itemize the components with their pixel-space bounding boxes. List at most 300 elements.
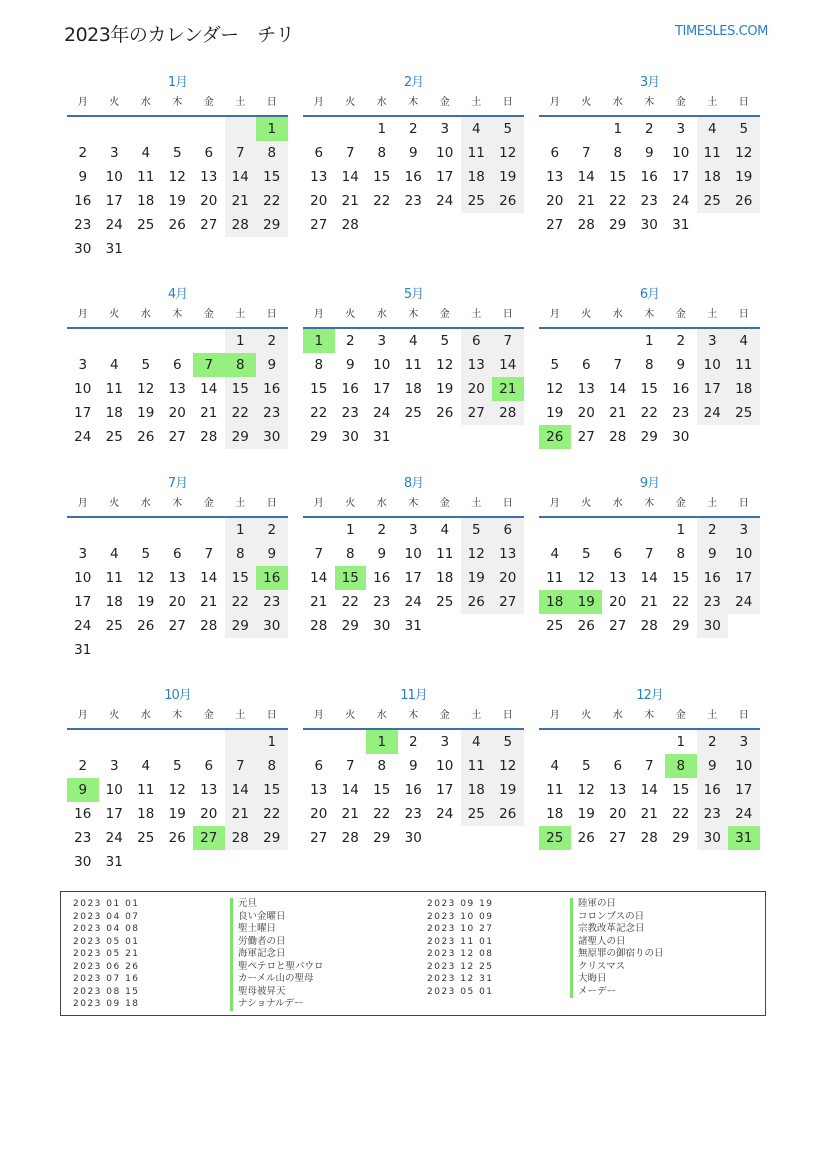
day-cell[interactable]: 11 [461,141,493,165]
day-cell[interactable]: 17 [436,782,454,798]
day-cell[interactable]: 25 [105,618,123,634]
day-cell[interactable]: 1 [225,329,257,353]
day-cell[interactable]: 11 [105,381,123,397]
day-cell[interactable]: 12 [577,570,595,586]
day-cell[interactable]: 12 [461,542,493,566]
day-cell[interactable]: 18 [546,806,564,822]
holiday-day-cell[interactable]: 9 [67,778,99,802]
day-cell[interactable]: 14 [225,778,257,802]
day-cell[interactable]: 16 [74,193,92,209]
day-cell[interactable]: 2 [697,518,729,542]
day-cell[interactable]: 15 [672,570,690,586]
day-cell[interactable]: 24 [728,590,760,614]
day-cell[interactable]: 21 [577,193,595,209]
day-cell[interactable]: 22 [672,594,690,610]
day-cell[interactable]: 19 [137,405,155,421]
day-cell[interactable]: 15 [609,169,627,185]
day-cell[interactable]: 1 [613,121,623,137]
day-cell[interactable]: 29 [640,429,658,445]
day-cell[interactable]: 15 [373,169,391,185]
day-cell[interactable]: 20 [577,405,595,421]
day-cell[interactable]: 3 [728,730,760,754]
day-cell[interactable]: 5 [440,333,450,349]
day-cell[interactable]: 15 [373,782,391,798]
day-cell[interactable]: 16 [256,377,288,401]
day-cell[interactable]: 13 [200,782,218,798]
day-cell[interactable]: 9 [78,169,88,185]
day-cell[interactable]: 27 [168,618,186,634]
day-cell[interactable]: 12 [436,357,454,373]
day-cell[interactable]: 25 [137,830,155,846]
day-cell[interactable]: 9 [697,542,729,566]
day-cell[interactable]: 13 [168,570,186,586]
day-cell[interactable]: 8 [613,145,623,161]
day-cell[interactable]: 26 [137,618,155,634]
day-cell[interactable]: 27 [200,217,218,233]
day-cell[interactable]: 4 [141,758,151,774]
day-cell[interactable]: 8 [345,546,355,562]
day-cell[interactable]: 14 [640,782,658,798]
holiday-day-cell[interactable]: 19 [571,590,603,614]
day-cell[interactable]: 4 [461,730,493,754]
day-cell[interactable]: 24 [404,594,422,610]
day-cell[interactable]: 20 [200,193,218,209]
day-cell[interactable]: 1 [377,121,387,137]
day-cell[interactable]: 28 [492,401,524,425]
day-cell[interactable]: 19 [461,566,493,590]
day-cell[interactable]: 14 [577,169,595,185]
day-cell[interactable]: 30 [697,614,729,638]
day-cell[interactable]: 8 [256,754,288,778]
day-cell[interactable]: 22 [256,802,288,826]
day-cell[interactable]: 23 [404,193,422,209]
day-cell[interactable]: 11 [546,570,564,586]
day-cell[interactable]: 7 [225,754,257,778]
day-cell[interactable]: 15 [310,381,328,397]
day-cell[interactable]: 17 [373,381,391,397]
day-cell[interactable]: 23 [74,217,92,233]
brand-logo[interactable]: TIMESLES.COM [674,24,768,39]
day-cell[interactable]: 15 [256,778,288,802]
day-cell[interactable]: 14 [640,570,658,586]
day-cell[interactable]: 8 [256,141,288,165]
day-cell[interactable]: 11 [436,546,454,562]
day-cell[interactable]: 5 [172,758,182,774]
day-cell[interactable]: 17 [404,570,422,586]
day-cell[interactable]: 26 [137,429,155,445]
day-cell[interactable]: 10 [373,357,391,373]
day-cell[interactable]: 27 [546,217,564,233]
day-cell[interactable]: 3 [697,329,729,353]
day-cell[interactable]: 25 [436,594,454,610]
day-cell[interactable]: 21 [609,405,627,421]
day-cell[interactable]: 13 [200,169,218,185]
day-cell[interactable]: 20 [310,193,328,209]
day-cell[interactable]: 8 [314,357,324,373]
day-cell[interactable]: 24 [672,193,690,209]
day-cell[interactable]: 9 [697,754,729,778]
day-cell[interactable]: 3 [109,758,119,774]
day-cell[interactable]: 29 [256,213,288,237]
day-cell[interactable]: 13 [546,169,564,185]
day-cell[interactable]: 17 [728,566,760,590]
day-cell[interactable]: 20 [609,594,627,610]
day-cell[interactable]: 6 [461,329,493,353]
day-cell[interactable]: 18 [436,570,454,586]
day-cell[interactable]: 19 [436,381,454,397]
day-cell[interactable]: 20 [310,806,328,822]
day-cell[interactable]: 18 [137,193,155,209]
day-cell[interactable]: 15 [640,381,658,397]
holiday-day-cell[interactable]: 8 [665,754,697,778]
day-cell[interactable]: 1 [644,333,654,349]
day-cell[interactable]: 28 [310,618,328,634]
day-cell[interactable]: 21 [640,594,658,610]
holiday-day-cell[interactable]: 1 [256,117,288,141]
day-cell[interactable]: 10 [728,754,760,778]
day-cell[interactable]: 16 [640,169,658,185]
day-cell[interactable]: 6 [581,357,591,373]
day-cell[interactable]: 23 [256,590,288,614]
day-cell[interactable]: 4 [461,117,493,141]
day-cell[interactable]: 28 [200,618,218,634]
day-cell[interactable]: 5 [581,546,591,562]
day-cell[interactable]: 7 [644,546,654,562]
day-cell[interactable]: 23 [697,590,729,614]
day-cell[interactable]: 5 [461,518,493,542]
day-cell[interactable]: 24 [728,802,760,826]
day-cell[interactable]: 20 [461,377,493,401]
holiday-day-cell[interactable]: 1 [366,730,398,754]
day-cell[interactable]: 16 [404,169,422,185]
day-cell[interactable]: 2 [256,329,288,353]
day-cell[interactable]: 26 [168,830,186,846]
day-cell[interactable]: 8 [377,758,387,774]
day-cell[interactable]: 7 [314,546,324,562]
day-cell[interactable]: 27 [168,429,186,445]
day-cell[interactable]: 12 [137,570,155,586]
day-cell[interactable]: 27 [609,618,627,634]
day-cell[interactable]: 11 [461,754,493,778]
day-cell[interactable]: 18 [105,405,123,421]
day-cell[interactable]: 28 [640,830,658,846]
day-cell[interactable]: 23 [373,594,391,610]
day-cell[interactable]: 10 [74,381,92,397]
day-cell[interactable]: 22 [672,806,690,822]
day-cell[interactable]: 16 [697,566,729,590]
day-cell[interactable]: 25 [404,405,422,421]
day-cell[interactable]: 7 [644,758,654,774]
day-cell[interactable]: 15 [672,782,690,798]
day-cell[interactable]: 3 [728,518,760,542]
day-cell[interactable]: 2 [408,121,418,137]
day-cell[interactable]: 17 [697,377,729,401]
day-cell[interactable]: 26 [436,405,454,421]
holiday-day-cell[interactable]: 27 [193,826,225,850]
day-cell[interactable]: 14 [310,570,328,586]
day-cell[interactable]: 20 [492,566,524,590]
day-cell[interactable]: 11 [404,357,422,373]
day-cell[interactable]: 25 [728,401,760,425]
day-cell[interactable]: 7 [345,145,355,161]
day-cell[interactable]: 13 [609,570,627,586]
day-cell[interactable]: 31 [672,217,690,233]
day-cell[interactable]: 3 [78,357,88,373]
day-cell[interactable]: 9 [256,542,288,566]
day-cell[interactable]: 28 [200,429,218,445]
day-cell[interactable]: 7 [613,357,623,373]
day-cell[interactable]: 3 [676,121,686,137]
day-cell[interactable]: 27 [461,401,493,425]
holiday-day-cell[interactable]: 21 [492,377,524,401]
day-cell[interactable]: 29 [672,618,690,634]
day-cell[interactable]: 12 [546,381,564,397]
day-cell[interactable]: 27 [310,217,328,233]
day-cell[interactable]: 21 [640,806,658,822]
day-cell[interactable]: 16 [74,806,92,822]
day-cell[interactable]: 11 [137,169,155,185]
day-cell[interactable]: 3 [78,546,88,562]
day-cell[interactable]: 11 [697,141,729,165]
day-cell[interactable]: 18 [137,806,155,822]
day-cell[interactable]: 28 [577,217,595,233]
day-cell[interactable]: 14 [492,353,524,377]
day-cell[interactable]: 18 [697,165,729,189]
day-cell[interactable]: 29 [256,826,288,850]
day-cell[interactable]: 21 [200,405,218,421]
day-cell[interactable]: 10 [436,145,454,161]
day-cell[interactable]: 23 [256,401,288,425]
day-cell[interactable]: 28 [640,618,658,634]
day-cell[interactable]: 7 [492,329,524,353]
day-cell[interactable]: 10 [697,353,729,377]
day-cell[interactable]: 25 [461,189,493,213]
day-cell[interactable]: 20 [200,806,218,822]
day-cell[interactable]: 8 [377,145,387,161]
day-cell[interactable]: 21 [310,594,328,610]
day-cell[interactable]: 24 [105,217,123,233]
day-cell[interactable]: 4 [141,145,151,161]
day-cell[interactable]: 3 [109,145,119,161]
day-cell[interactable]: 31 [105,854,123,870]
day-cell[interactable]: 21 [341,806,359,822]
holiday-day-cell[interactable]: 1 [303,329,335,353]
holiday-day-cell[interactable]: 18 [539,590,571,614]
day-cell[interactable]: 6 [613,546,623,562]
day-cell[interactable]: 14 [609,381,627,397]
day-cell[interactable]: 2 [345,333,355,349]
day-cell[interactable]: 9 [408,145,418,161]
day-cell[interactable]: 29 [672,830,690,846]
holiday-day-cell[interactable]: 16 [256,566,288,590]
day-cell[interactable]: 19 [137,594,155,610]
day-cell[interactable]: 4 [728,329,760,353]
day-cell[interactable]: 10 [74,570,92,586]
day-cell[interactable]: 7 [225,141,257,165]
day-cell[interactable]: 24 [105,830,123,846]
day-cell[interactable]: 19 [168,806,186,822]
day-cell[interactable]: 29 [310,429,328,445]
day-cell[interactable]: 5 [728,117,760,141]
day-cell[interactable]: 18 [404,381,422,397]
day-cell[interactable]: 28 [225,826,257,850]
day-cell[interactable]: 8 [676,546,686,562]
holiday-day-cell[interactable]: 25 [539,826,571,850]
day-cell[interactable]: 18 [461,165,493,189]
day-cell[interactable]: 2 [644,121,654,137]
day-cell[interactable]: 19 [577,806,595,822]
day-cell[interactable]: 1 [676,734,686,750]
day-cell[interactable]: 14 [341,169,359,185]
day-cell[interactable]: 12 [492,754,524,778]
day-cell[interactable]: 3 [440,121,450,137]
day-cell[interactable]: 25 [461,802,493,826]
day-cell[interactable]: 4 [109,357,119,373]
day-cell[interactable]: 30 [74,241,92,257]
day-cell[interactable]: 6 [550,145,560,161]
day-cell[interactable]: 14 [200,570,218,586]
day-cell[interactable]: 6 [492,518,524,542]
day-cell[interactable]: 2 [377,522,387,538]
day-cell[interactable]: 16 [341,381,359,397]
day-cell[interactable]: 19 [728,165,760,189]
day-cell[interactable]: 10 [404,546,422,562]
day-cell[interactable]: 11 [728,353,760,377]
day-cell[interactable]: 12 [577,782,595,798]
day-cell[interactable]: 5 [141,546,151,562]
day-cell[interactable]: 22 [640,405,658,421]
day-cell[interactable]: 6 [204,145,214,161]
day-cell[interactable]: 5 [492,730,524,754]
day-cell[interactable]: 12 [168,169,186,185]
day-cell[interactable]: 12 [728,141,760,165]
day-cell[interactable]: 31 [404,618,422,634]
day-cell[interactable]: 27 [492,590,524,614]
day-cell[interactable]: 4 [550,546,560,562]
day-cell[interactable]: 12 [492,141,524,165]
day-cell[interactable]: 5 [550,357,560,373]
day-cell[interactable]: 5 [492,117,524,141]
day-cell[interactable]: 4 [109,546,119,562]
day-cell[interactable]: 30 [341,429,359,445]
day-cell[interactable]: 10 [728,542,760,566]
day-cell[interactable]: 12 [168,782,186,798]
day-cell[interactable]: 29 [225,425,257,449]
day-cell[interactable]: 21 [341,193,359,209]
day-cell[interactable]: 24 [697,401,729,425]
day-cell[interactable]: 15 [225,566,257,590]
day-cell[interactable]: 26 [728,189,760,213]
day-cell[interactable]: 14 [341,782,359,798]
day-cell[interactable]: 7 [204,546,214,562]
day-cell[interactable]: 2 [408,734,418,750]
day-cell[interactable]: 3 [440,734,450,750]
day-cell[interactable]: 21 [225,189,257,213]
day-cell[interactable]: 13 [577,381,595,397]
day-cell[interactable]: 17 [728,778,760,802]
holiday-day-cell[interactable]: 8 [225,353,257,377]
day-cell[interactable]: 14 [225,165,257,189]
day-cell[interactable]: 29 [341,618,359,634]
day-cell[interactable]: 6 [613,758,623,774]
day-cell[interactable]: 28 [341,217,359,233]
day-cell[interactable]: 20 [609,806,627,822]
day-cell[interactable]: 22 [225,401,257,425]
day-cell[interactable]: 30 [256,614,288,638]
day-cell[interactable]: 23 [697,802,729,826]
day-cell[interactable]: 6 [172,546,182,562]
day-cell[interactable]: 30 [672,429,690,445]
day-cell[interactable]: 21 [225,802,257,826]
day-cell[interactable]: 22 [256,189,288,213]
day-cell[interactable]: 22 [225,590,257,614]
day-cell[interactable]: 5 [172,145,182,161]
day-cell[interactable]: 2 [676,333,686,349]
day-cell[interactable]: 9 [256,353,288,377]
day-cell[interactable]: 11 [546,782,564,798]
day-cell[interactable]: 10 [105,782,123,798]
day-cell[interactable]: 10 [672,145,690,161]
day-cell[interactable]: 27 [577,429,595,445]
day-cell[interactable]: 24 [436,193,454,209]
day-cell[interactable]: 18 [461,778,493,802]
day-cell[interactable]: 19 [168,193,186,209]
day-cell[interactable]: 1 [345,522,355,538]
day-cell[interactable]: 28 [225,213,257,237]
day-cell[interactable]: 6 [314,758,324,774]
day-cell[interactable]: 18 [105,594,123,610]
day-cell[interactable]: 21 [200,594,218,610]
day-cell[interactable]: 30 [404,830,422,846]
day-cell[interactable]: 20 [168,594,186,610]
day-cell[interactable]: 24 [74,618,92,634]
day-cell[interactable]: 8 [225,542,257,566]
day-cell[interactable]: 1 [225,518,257,542]
day-cell[interactable]: 25 [546,618,564,634]
day-cell[interactable]: 22 [373,806,391,822]
day-cell[interactable]: 26 [461,590,493,614]
day-cell[interactable]: 4 [440,522,450,538]
day-cell[interactable]: 26 [492,802,524,826]
day-cell[interactable]: 3 [377,333,387,349]
day-cell[interactable]: 17 [105,806,123,822]
day-cell[interactable]: 17 [436,169,454,185]
day-cell[interactable]: 7 [581,145,591,161]
day-cell[interactable]: 15 [225,377,257,401]
day-cell[interactable]: 29 [609,217,627,233]
day-cell[interactable]: 9 [676,357,686,373]
day-cell[interactable]: 22 [609,193,627,209]
day-cell[interactable]: 18 [728,377,760,401]
day-cell[interactable]: 22 [341,594,359,610]
day-cell[interactable]: 27 [310,830,328,846]
day-cell[interactable]: 6 [204,758,214,774]
day-cell[interactable]: 10 [105,169,123,185]
day-cell[interactable]: 13 [492,542,524,566]
day-cell[interactable]: 11 [137,782,155,798]
day-cell[interactable]: 13 [310,782,328,798]
day-cell[interactable]: 2 [78,145,88,161]
day-cell[interactable]: 25 [105,429,123,445]
day-cell[interactable]: 20 [546,193,564,209]
day-cell[interactable]: 9 [377,546,387,562]
day-cell[interactable]: 24 [436,806,454,822]
day-cell[interactable]: 13 [609,782,627,798]
day-cell[interactable]: 4 [408,333,418,349]
day-cell[interactable]: 19 [546,405,564,421]
day-cell[interactable]: 30 [640,217,658,233]
day-cell[interactable]: 25 [697,189,729,213]
